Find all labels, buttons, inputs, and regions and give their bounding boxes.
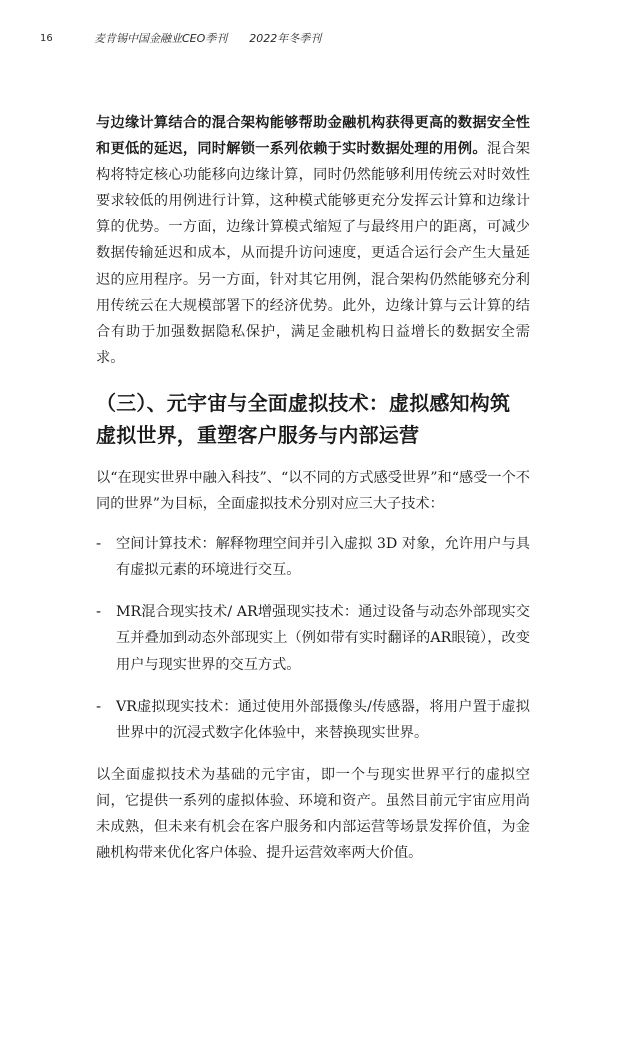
- list-item-text: MR混合现实技术/ AR增强现实技术：通过设备与动态外部现实交互并叠加到动态外部现实上（例如带有实时翻译的AR眼镜），改变用户与现实世界的交互方式。: [116, 604, 530, 673]
- list-item-vr: [96, 694, 530, 746]
- list-item-mr-ar: [96, 599, 530, 677]
- section-heading: （三）、元宇宙与全面虚拟技术：虚拟感知构筑虚拟世界，重塑客户服务与内部运营: [96, 390, 511, 447]
- publication-title: 麦肯锡中国金融业CEO季刊: [94, 32, 228, 45]
- main-content: [96, 110, 530, 866]
- paragraph-lead-bold: 与边缘计算结合的混合架构能够帮助金融机构获得更高的数据安全性和更低的延迟，同时解锁一系列依赖于实时数据处理的用例。: [96, 115, 530, 158]
- closing-paragraph: 以全面虚拟技术为基础的元宇宙，即一个与现实世界平行的虚拟空间，它提供一系列的虚拟体验、环境和资产。虽然目前元宇宙应用尚未成熟，但未来有机会在客户服务和内部运营等场景发挥价值，为金融机构带来优化客户体验、提升运营效率两大价值。: [96, 766, 530, 862]
- list-item-text: VR虚拟现实技术：通过使用外部摄像头/传感器，将用户置于虚拟世界中的沉浸式数字化体验中，来替换现实世界。: [116, 698, 530, 741]
- page-number: 16: [40, 32, 53, 44]
- edition-label: 2022年冬季刊: [249, 32, 322, 45]
- list-item-spatial-computing: [96, 531, 530, 583]
- list-item-text: 空间计算技术：解释物理空间并引入虚拟 3D 对象，允许用户与具有虚拟元素的环境进行交互。: [116, 536, 530, 579]
- dash-marker: -: [96, 698, 102, 715]
- page-header: [40, 30, 584, 46]
- paragraph-hybrid-architecture: [96, 110, 530, 371]
- paragraph-body: 混合架构将特定核心功能移向边缘计算，同时仍然能够利用传统云对时效性要求较低的用例进行计算，这种模式能够更充分发挥云计算和边缘计算的优势。一方面，边缘计算模式缩短了与最终用户的距离，可减少数据传输延迟和成本，从而提升访问速度，更适合运行会产生大量延迟的应用程序。另一方面，针对其它用例，混合架构仍然能够充分利用传统云在大规模部署下的经济优势。此外，边缘计算与云计算的结合有助于加强数据隐私保护，满足金融机构日益增长的数据安全需求。: [96, 141, 530, 366]
- sub-technology-list: [96, 531, 530, 746]
- dash-marker: -: [96, 604, 102, 621]
- intro-paragraph: 以“在现实世界中融入科技”、“以不同的方式感受世界”和“感受一个不同的世界”为目标，全面虚拟技术分别对应三大子技术：: [96, 469, 530, 513]
- dash-marker: -: [96, 536, 102, 553]
